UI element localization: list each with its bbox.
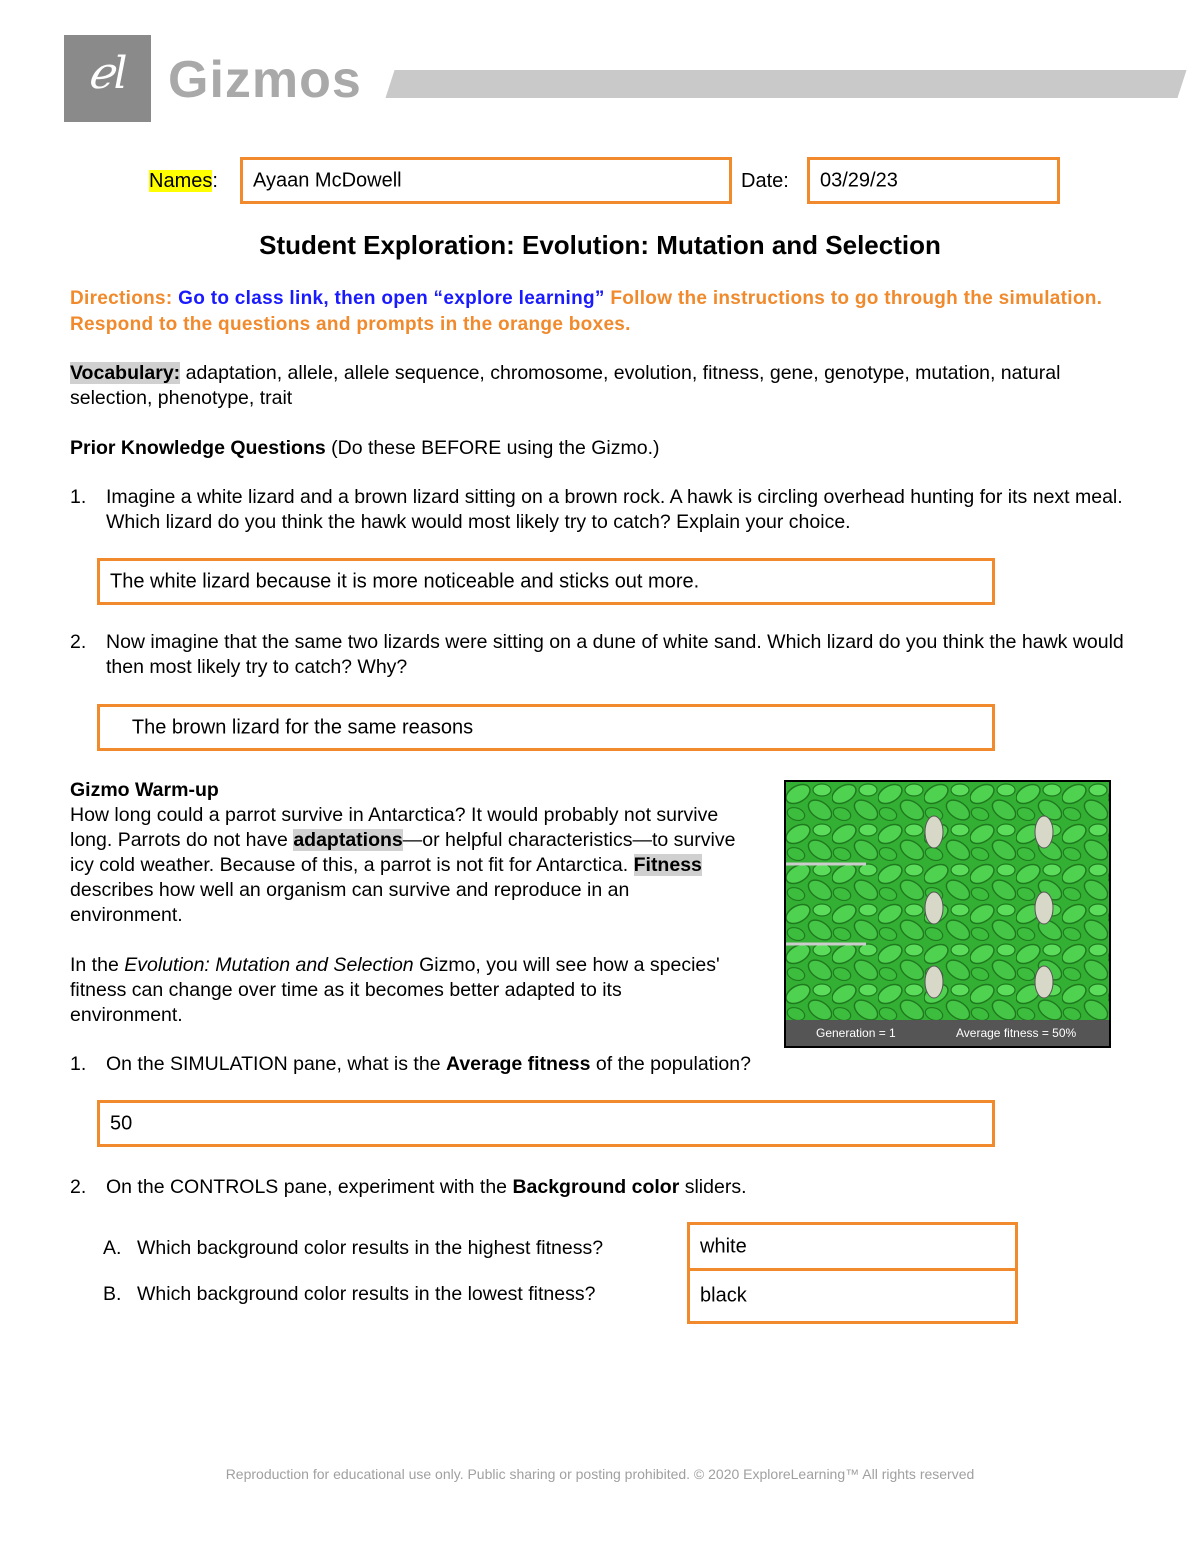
answer-text: 50	[110, 1112, 133, 1134]
generation-readout: Generation = 1	[816, 1026, 896, 1040]
answer-box-prior-1[interactable]	[97, 558, 995, 605]
header-bar	[385, 70, 1186, 98]
prior-knowledge-heading-line	[70, 436, 1140, 461]
warmup-text: In the	[70, 954, 125, 976]
copyright-footer: Reproduction for educational use only. Public sharing or posting prohibited. © 2020 ExploreLearning™ All rights reserved	[225, 1466, 975, 1482]
page-title: Student Exploration: Evolution: Mutation and Selection	[259, 230, 941, 260]
date-value: 03/29/23	[820, 169, 898, 191]
answer-text: The brown lizard for the same reasons	[110, 716, 474, 738]
question-text-part: On the SIMULATION pane, what is the	[106, 1053, 446, 1075]
question-text: Imagine a white lizard and a brown lizard sitting on a brown rock. A hawk is circling overhead hunting for its next meal. Which lizard do you think the hawk would most likely try to catch? Explain your choice.	[106, 486, 1123, 533]
vocabulary	[70, 361, 1140, 411]
answer-box-prior-2[interactable]	[97, 704, 995, 751]
prior-question-1	[70, 485, 1140, 537]
warmup-text: describes how well an organism can survive and reproduce in an environment.	[70, 879, 630, 926]
question-number: 2.	[70, 1176, 87, 1198]
directions-text: Follow the instructions to go through the simulation. Respond to the questions and prompts in the orange boxes.	[70, 288, 1103, 335]
answer-text: black	[700, 1284, 747, 1307]
directions	[70, 286, 1130, 338]
names-label: Names	[149, 170, 213, 192]
gizmo-name: Evolution: Mutation and Selection	[124, 954, 414, 976]
question-emphasis: Average fitness	[445, 1053, 591, 1075]
answer-box-lowest-fitness[interactable]	[687, 1268, 1018, 1324]
warmup-paragraph-2	[70, 953, 735, 1028]
term-adaptations: adaptations	[293, 829, 403, 851]
question-text: Now imagine that the same two lizards were sitting on a dune of white sand. Which lizard do you think the hawk would then most likely try to catch? Why?	[106, 631, 1124, 678]
name-value: Ayaan McDowell	[253, 169, 402, 191]
question-text	[106, 1052, 751, 1077]
question-text-part: of the population?	[590, 1053, 751, 1075]
names-colon: :	[212, 170, 218, 192]
vocabulary-label: Vocabulary:	[70, 362, 181, 384]
leaf-background	[786, 782, 1109, 1020]
answer-text: white	[700, 1235, 747, 1257]
directions-label: Directions:	[70, 288, 179, 309]
warmup-text: How long could a parrot survive in Antarctica? It would probably not survive long. Parrots do not have	[70, 804, 719, 851]
question-text-part: On the CONTROLS pane, experiment with the	[106, 1176, 513, 1198]
term-fitness: Fitness	[633, 854, 702, 876]
warmup-heading: Gizmo Warm-up	[70, 779, 219, 801]
question-number: 1.	[70, 486, 87, 508]
prior-knowledge-note: (Do these BEFORE using the Gizmo.)	[325, 437, 660, 459]
prior-question-2	[70, 630, 1140, 682]
vocabulary-terms: adaptation, allele, allele sequence, chromosome, evolution, fitness, gene, genotype, mutation, natural selection, phenotype, trait	[70, 362, 1061, 409]
warmup-text: —or helpful characteristics—to survive icy cold weather. Because of this, a parrot is not fit for Antarctica.	[70, 829, 736, 876]
warmup-paragraph-1	[70, 803, 740, 928]
simulation-status-bar	[786, 1020, 1109, 1046]
question-text	[106, 1175, 746, 1200]
subquestion-letter: B.	[103, 1283, 122, 1305]
brand-name: Gizmos	[168, 51, 362, 109]
question-number: 1.	[70, 1053, 87, 1075]
answer-text: The white lizard because it is more noticeable and sticks out more.	[110, 570, 700, 592]
logo-glyph: ℯl	[87, 48, 128, 99]
simulation-screenshot	[784, 780, 1111, 1048]
warmup-section	[70, 778, 750, 1028]
subquestion-letter: A.	[103, 1237, 122, 1259]
average-fitness-readout: Average fitness = 50%	[956, 1026, 1077, 1040]
names-label-wrap	[149, 170, 218, 193]
prior-knowledge-heading: Prior Knowledge Questions	[70, 437, 326, 459]
warmup-text: Gizmo, you will see how a species' fitness can change over time as it becomes better adapted to its environment.	[70, 954, 720, 1026]
date-label: Date:	[741, 170, 789, 192]
answer-box-warmup-1[interactable]	[97, 1100, 995, 1147]
question-number: 2.	[70, 631, 87, 653]
name-field[interactable]	[240, 157, 732, 204]
subquestion-text: Which background color results in the highest fitness?	[137, 1237, 604, 1259]
directions-link-text: Go to class link, then open “explore learning”	[178, 288, 605, 309]
answer-box-highest-fitness[interactable]	[687, 1222, 1018, 1271]
subquestion-text: Which background color results in the lowest fitness?	[137, 1283, 596, 1305]
date-field[interactable]	[807, 157, 1060, 204]
question-emphasis: Background color	[512, 1176, 680, 1198]
question-text-part: sliders.	[679, 1176, 747, 1198]
